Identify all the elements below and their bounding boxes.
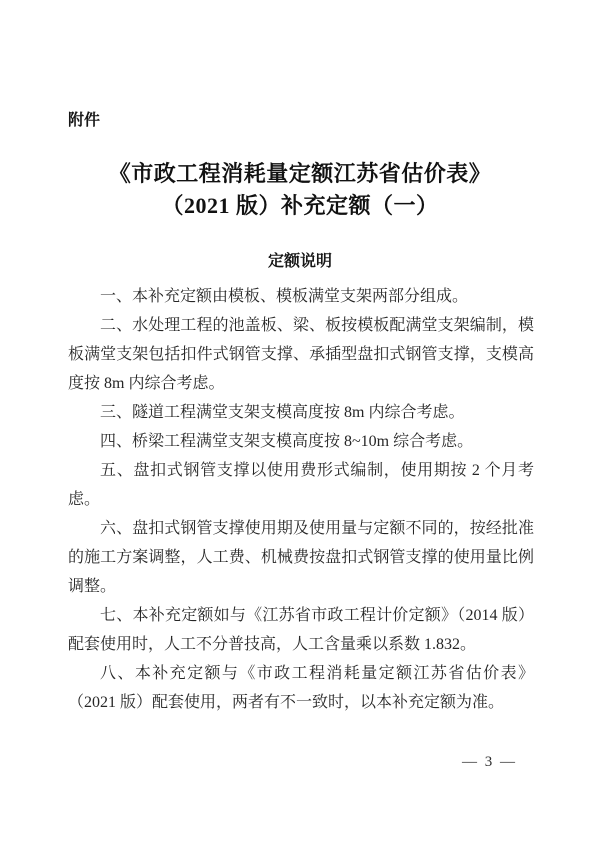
document-title-line1: 《市政工程消耗量定额江苏省估价表》: [108, 161, 492, 186]
body-paragraph-7: 七、本补充定额如与《江苏省市政工程计价定额》（2014 版）配套使用时，人工不分普技高，人工含量乘以系数 1.832。: [68, 607, 534, 653]
body-paragraph-6: 六、盘扣式钢管支撑使用期及使用量与定额不同的，按经批准的施工方案调整，人工费、机械费按盘扣式钢管支撑的使用量比例调整。: [68, 520, 534, 595]
body-paragraph-1: 一、本补充定额由模板、模板满堂支架两部分组成。: [100, 288, 469, 305]
attachment-label: 附件: [68, 112, 101, 129]
document-body: [68, 282, 534, 717]
body-paragraph-3: 三、隧道工程满堂支架支模高度按 8m 内综合考虑。: [100, 404, 465, 421]
body-paragraph-2: 二、水处理工程的池盖板、梁、板按模板配满堂支架编制，模板满堂支架包括扣件式钢管支撑、承插型盘扣式钢管支撑，支模高度按 8m 内综合考虑。: [68, 317, 534, 392]
document-title: [0, 158, 600, 222]
body-paragraph-4: 四、桥梁工程满堂支架支模高度按 8~10m 综合考虑。: [100, 433, 474, 450]
body-paragraph-8: 八、本补充定额与《市政工程消耗量定额江苏省估价表》（2021 版）配套使用，两者有不一致时，以本补充定额为准。: [68, 665, 534, 711]
page-number: — 3 —: [462, 754, 517, 770]
body-paragraph-5: 五、盘扣式钢管支撑以使用费形式编制，使用期按 2 个月考虑。: [68, 462, 534, 508]
section-heading: 定额说明: [267, 253, 332, 270]
document-title-line2: （2021 版）补充定额（一）: [161, 193, 439, 218]
